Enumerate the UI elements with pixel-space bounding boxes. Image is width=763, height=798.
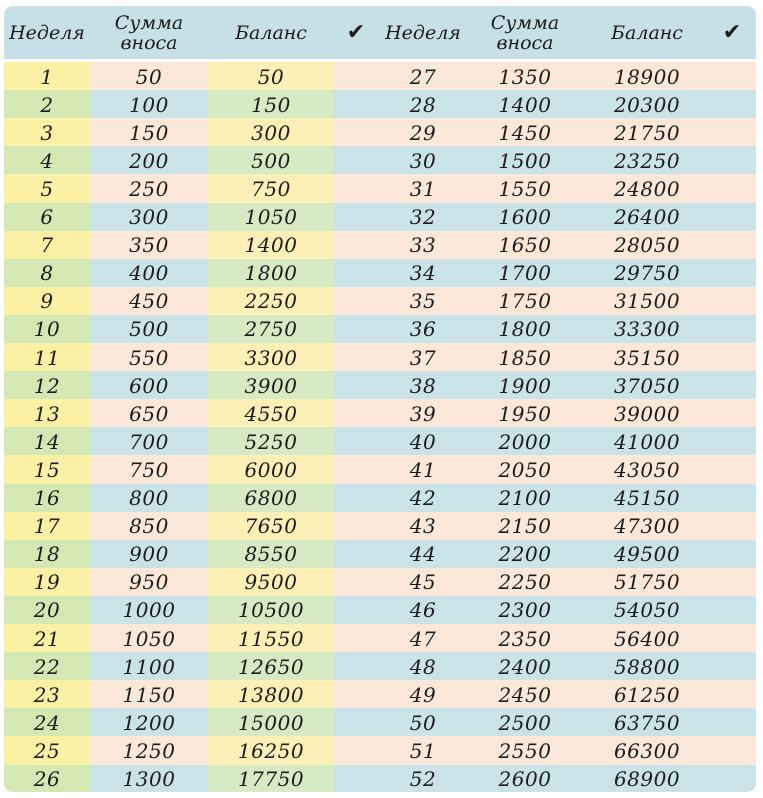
check-cell[interactable] xyxy=(334,343,378,372)
amount-cell: 2550 xyxy=(498,738,552,763)
amount-cell: 800 xyxy=(129,486,169,510)
check-cell[interactable] xyxy=(710,624,754,653)
check-cell[interactable] xyxy=(710,568,754,597)
week-cell: 15 xyxy=(4,455,90,484)
balance-cell: 17750 xyxy=(208,765,334,793)
balance-cell: 21750 xyxy=(613,120,681,145)
week-cell: 28 xyxy=(409,92,437,117)
amount-cell: 600 xyxy=(129,373,169,398)
check-cell[interactable] xyxy=(710,174,754,203)
check-cell[interactable] xyxy=(710,203,754,232)
week-cell: 48 xyxy=(409,654,437,679)
check-cell[interactable] xyxy=(710,427,754,456)
balance-cell: 47300 xyxy=(613,514,681,539)
check-cell[interactable] xyxy=(710,736,754,765)
amount-cell: 650 xyxy=(129,401,169,426)
balance-cell: 6000 xyxy=(208,455,334,484)
balance-cell: 31500 xyxy=(613,289,681,314)
amount-cell: 250 xyxy=(129,176,169,201)
balance-cell: 1800 xyxy=(208,259,334,288)
check-cell[interactable] xyxy=(334,652,378,681)
amount-cell: 150 xyxy=(129,120,169,145)
balance-cell: 26400 xyxy=(613,205,681,229)
amount-cell: 1350 xyxy=(498,64,552,89)
week-cell: 21 xyxy=(4,624,90,653)
week-cell: 31 xyxy=(409,176,437,201)
balance-cell: 3300 xyxy=(208,343,334,372)
check-cell[interactable] xyxy=(334,231,378,260)
week-cell: 13 xyxy=(4,399,90,428)
amount-cell: 2200 xyxy=(498,542,552,567)
header-amount xyxy=(466,6,584,59)
week-cell: 24 xyxy=(4,708,90,737)
balance-cell: 58800 xyxy=(613,654,681,679)
week-cell: 51 xyxy=(409,738,437,763)
week-cell: 12 xyxy=(4,371,90,400)
check-cell[interactable] xyxy=(710,231,754,260)
check-cell[interactable] xyxy=(710,146,754,175)
amount-cell: 750 xyxy=(129,457,169,482)
check-cell[interactable] xyxy=(334,62,378,91)
check-cell[interactable] xyxy=(334,146,378,175)
balance-cell: 750 xyxy=(208,174,334,203)
check-cell[interactable] xyxy=(334,708,378,737)
checkmark-icon: ✔ xyxy=(722,20,742,45)
amount-cell: 400 xyxy=(129,261,169,286)
amount-cell: 200 xyxy=(129,148,169,173)
amount-cell: 2600 xyxy=(498,767,552,791)
week-cell: 46 xyxy=(409,598,437,623)
week-cell: 44 xyxy=(409,542,437,567)
week-cell: 52 xyxy=(409,767,437,791)
week-cell: 9 xyxy=(4,287,90,316)
check-cell[interactable] xyxy=(334,568,378,597)
amount-cell: 50 xyxy=(135,64,163,89)
balance-cell: 39000 xyxy=(613,401,681,426)
week-cell: 23 xyxy=(4,680,90,709)
header-balance: Баланс xyxy=(235,21,307,44)
header-amount-line2: вноса xyxy=(496,31,554,54)
amount-cell: 1600 xyxy=(498,205,552,229)
amount-cell: 850 xyxy=(129,514,169,539)
amount-cell: 1800 xyxy=(498,317,552,342)
check-cell[interactable] xyxy=(334,371,378,400)
week-cell: 33 xyxy=(409,233,437,258)
balance-cell: 300 xyxy=(208,118,334,147)
amount-cell: 900 xyxy=(129,542,169,567)
amount-cell: 1450 xyxy=(498,120,552,145)
balance-cell: 2750 xyxy=(208,315,334,344)
balance-cell: 8550 xyxy=(208,540,334,569)
checkmark-icon: ✔ xyxy=(346,20,366,45)
check-cell[interactable] xyxy=(334,540,378,569)
amount-cell: 300 xyxy=(129,205,169,229)
balance-cell: 33300 xyxy=(613,317,681,342)
amount-cell: 1250 xyxy=(122,738,176,763)
balance-cell: 500 xyxy=(208,146,334,175)
check-cell[interactable] xyxy=(334,118,378,147)
week-cell: 36 xyxy=(409,317,437,342)
week-cell: 4 xyxy=(4,146,90,175)
check-cell[interactable] xyxy=(334,427,378,456)
week-cell: 34 xyxy=(409,261,437,286)
check-cell[interactable] xyxy=(334,596,378,625)
balance-cell: 50 xyxy=(208,62,334,91)
table-right-half xyxy=(380,6,756,792)
balance-cell: 4550 xyxy=(208,399,334,428)
check-cell[interactable] xyxy=(710,540,754,569)
week-cell: 29 xyxy=(409,120,437,145)
balance-cell: 43050 xyxy=(613,457,681,482)
balance-cell: 11550 xyxy=(208,624,334,653)
balance-cell: 3900 xyxy=(208,371,334,400)
balance-cell: 9500 xyxy=(208,568,334,597)
week-cell: 5 xyxy=(4,174,90,203)
balance-cell: 13800 xyxy=(208,680,334,709)
balance-cell: 16250 xyxy=(208,736,334,765)
amount-cell: 700 xyxy=(129,429,169,454)
balance-cell: 6800 xyxy=(208,484,334,513)
balance-cell: 23250 xyxy=(613,148,681,173)
week-cell: 27 xyxy=(409,64,437,89)
balance-cell: 45150 xyxy=(613,486,681,510)
check-cell[interactable] xyxy=(334,736,378,765)
amount-cell: 1400 xyxy=(498,92,552,117)
check-cell[interactable] xyxy=(334,259,378,288)
amount-cell: 1150 xyxy=(122,682,176,707)
check-cell[interactable] xyxy=(334,287,378,316)
amount-cell: 1700 xyxy=(498,261,552,286)
amount-cell: 2400 xyxy=(498,654,552,679)
week-cell: 40 xyxy=(409,429,437,454)
week-cell: 30 xyxy=(409,148,437,173)
amount-cell: 2150 xyxy=(498,514,552,539)
week-cell: 8 xyxy=(4,259,90,288)
amount-cell: 1850 xyxy=(498,345,552,370)
balance-cell: 37050 xyxy=(613,373,681,398)
balance-cell: 63750 xyxy=(613,710,681,735)
amount-cell: 1300 xyxy=(122,767,176,791)
week-cell: 7 xyxy=(4,231,90,260)
check-cell[interactable] xyxy=(334,90,378,119)
week-cell: 2 xyxy=(4,90,90,119)
week-cell: 37 xyxy=(409,345,437,370)
week-cell: 26 xyxy=(4,765,90,793)
amount-cell: 1900 xyxy=(498,373,552,398)
amount-cell: 1050 xyxy=(122,626,176,651)
table-left-half xyxy=(4,6,380,792)
week-cell: 39 xyxy=(409,401,437,426)
check-cell[interactable] xyxy=(710,343,754,372)
check-cell[interactable] xyxy=(334,315,378,344)
balance-cell: 18900 xyxy=(613,64,681,89)
amount-cell: 950 xyxy=(129,570,169,595)
check-cell[interactable] xyxy=(710,680,754,709)
balance-cell: 1050 xyxy=(208,203,334,232)
header-amount-line2: вноса xyxy=(120,31,178,54)
amount-cell: 2250 xyxy=(498,570,552,595)
balance-cell: 1400 xyxy=(208,231,334,260)
week-cell: 10 xyxy=(4,315,90,344)
week-cell: 38 xyxy=(409,373,437,398)
savings-table xyxy=(4,6,756,792)
amount-cell: 1550 xyxy=(498,176,552,201)
amount-cell: 1650 xyxy=(498,233,552,258)
week-cell: 16 xyxy=(4,484,90,513)
check-cell[interactable] xyxy=(710,399,754,428)
week-cell: 50 xyxy=(409,710,437,735)
week-cell: 3 xyxy=(4,118,90,147)
week-cell: 25 xyxy=(4,736,90,765)
balance-cell: 12650 xyxy=(208,652,334,681)
amount-cell: 2500 xyxy=(498,710,552,735)
header-amount xyxy=(90,6,208,59)
check-cell[interactable] xyxy=(710,371,754,400)
week-cell: 14 xyxy=(4,427,90,456)
balance-cell: 10500 xyxy=(208,596,334,625)
check-cell[interactable] xyxy=(710,287,754,316)
balance-cell: 56400 xyxy=(613,626,681,651)
week-cell: 47 xyxy=(409,626,437,651)
amount-cell: 550 xyxy=(129,345,169,370)
balance-cell: 68900 xyxy=(613,767,681,791)
week-cell: 18 xyxy=(4,540,90,569)
amount-cell: 2350 xyxy=(498,626,552,651)
check-cell[interactable] xyxy=(710,259,754,288)
balance-cell: 7650 xyxy=(208,512,334,541)
week-cell: 35 xyxy=(409,289,437,314)
check-cell[interactable] xyxy=(710,118,754,147)
check-cell[interactable] xyxy=(710,315,754,344)
amount-cell: 500 xyxy=(129,317,169,342)
week-cell: 20 xyxy=(4,596,90,625)
week-cell: 45 xyxy=(409,570,437,595)
check-cell[interactable] xyxy=(710,596,754,625)
check-cell[interactable] xyxy=(334,765,378,793)
check-cell[interactable] xyxy=(334,680,378,709)
balance-cell: 54050 xyxy=(613,598,681,623)
check-cell[interactable] xyxy=(334,203,378,232)
check-cell[interactable] xyxy=(334,455,378,484)
week-cell: 6 xyxy=(4,203,90,232)
amount-cell: 2450 xyxy=(498,682,552,707)
week-cell: 49 xyxy=(409,682,437,707)
amount-cell: 1200 xyxy=(122,710,176,735)
check-cell[interactable] xyxy=(334,399,378,428)
amount-cell: 1500 xyxy=(498,148,552,173)
header-week: Неделя xyxy=(385,21,461,44)
balance-cell: 51750 xyxy=(613,570,681,595)
check-cell[interactable] xyxy=(334,174,378,203)
week-cell: 41 xyxy=(409,457,437,482)
week-cell: 43 xyxy=(409,514,437,539)
check-cell[interactable] xyxy=(334,624,378,653)
week-cell: 1 xyxy=(4,62,90,91)
amount-cell: 2300 xyxy=(498,598,552,623)
check-cell[interactable] xyxy=(710,765,754,793)
check-cell[interactable] xyxy=(334,484,378,513)
balance-cell: 150 xyxy=(208,90,334,119)
balance-cell: 41000 xyxy=(613,429,681,454)
balance-cell: 49500 xyxy=(613,542,681,567)
amount-cell: 1100 xyxy=(122,654,176,679)
amount-cell: 100 xyxy=(129,92,169,117)
balance-cell: 5250 xyxy=(208,427,334,456)
amount-cell: 450 xyxy=(129,289,169,314)
week-cell: 32 xyxy=(409,205,437,229)
header-amount-line1: Сумма xyxy=(490,11,560,34)
balance-cell: 15000 xyxy=(208,708,334,737)
amount-cell: 2100 xyxy=(498,486,552,510)
week-cell: 22 xyxy=(4,652,90,681)
header-balance: Баланс xyxy=(611,21,683,44)
check-cell[interactable] xyxy=(710,652,754,681)
check-cell[interactable] xyxy=(710,62,754,91)
header-week: Неделя xyxy=(9,21,85,44)
balance-cell: 35150 xyxy=(613,345,681,370)
balance-cell: 28050 xyxy=(613,233,681,258)
amount-cell: 1950 xyxy=(498,401,552,426)
amount-cell: 2050 xyxy=(498,457,552,482)
balance-cell: 66300 xyxy=(613,738,681,763)
amount-cell: 1000 xyxy=(122,598,176,623)
check-cell[interactable] xyxy=(710,90,754,119)
check-cell[interactable] xyxy=(710,455,754,484)
check-cell[interactable] xyxy=(710,484,754,513)
amount-cell: 2000 xyxy=(498,429,552,454)
balance-cell: 2250 xyxy=(208,287,334,316)
balance-cell: 61250 xyxy=(613,682,681,707)
week-cell: 42 xyxy=(409,486,437,510)
header-amount-line1: Сумма xyxy=(114,11,184,34)
week-cell: 19 xyxy=(4,568,90,597)
check-cell[interactable] xyxy=(334,512,378,541)
week-cell: 17 xyxy=(4,512,90,541)
week-cell: 11 xyxy=(4,343,90,372)
balance-cell: 29750 xyxy=(613,261,681,286)
check-cell[interactable] xyxy=(710,512,754,541)
amount-cell: 350 xyxy=(129,233,169,258)
balance-cell: 24800 xyxy=(613,176,681,201)
amount-cell: 1750 xyxy=(498,289,552,314)
check-cell[interactable] xyxy=(710,708,754,737)
balance-cell: 20300 xyxy=(613,92,681,117)
